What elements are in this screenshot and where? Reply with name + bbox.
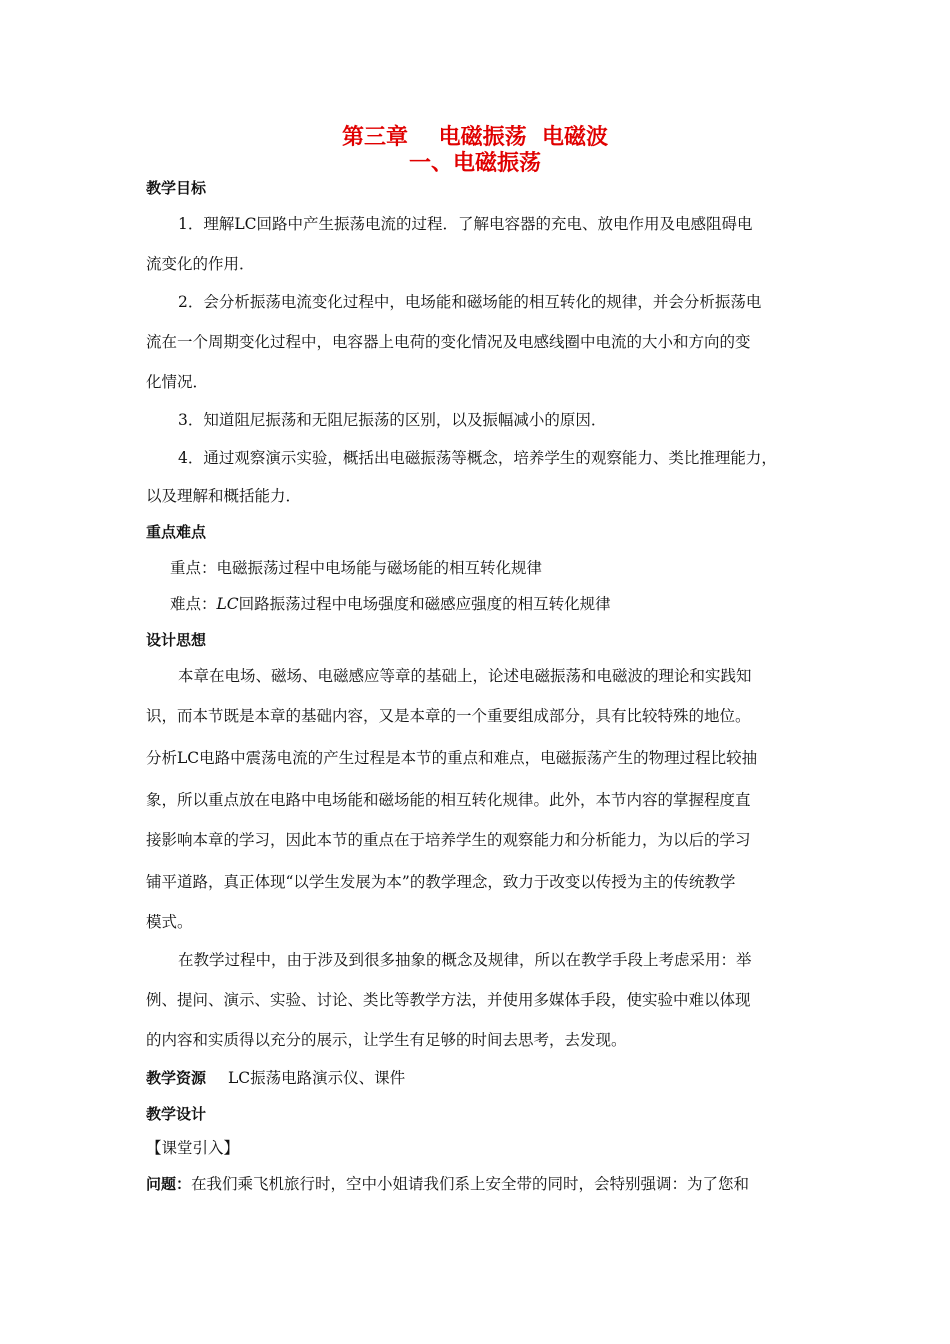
key-point: 重点：电磁振荡过程中电场能与磁场能的相互转化规律: [170, 559, 543, 577]
class-intro-heading: 【课堂引入】: [146, 1139, 240, 1157]
heading-goals: 教学目标: [146, 179, 207, 197]
difficult-text: 回路振荡过程中电场强度和磁感应强度的相互转化规律: [238, 595, 611, 613]
design-p1-line-5: 接影响本章的学习，因此本节的重点在于培养学生的观察能力和分析能力，为以后的学习: [146, 831, 751, 849]
design-p2-line-1: 在教学过程中，由于涉及到很多抽象的概念及规律，所以在教学手段上考虑采用：举: [178, 951, 752, 969]
difficult-lc: LC: [216, 595, 239, 613]
difficult-point: [170, 594, 611, 614]
resources-line: [146, 1068, 405, 1088]
heading-teaching-design: 教学设计: [146, 1105, 207, 1123]
goal-2-line-2: 流在一个周期变化过程中，电容器上电荷的变化情况及电感线圈中电流的大小和方向的变: [146, 333, 751, 351]
goal-4-line-1: 4．通过观察演示实验，概括出电磁振荡等概念，培养学生的观察能力、类比推理能力，: [178, 449, 777, 467]
design-p2-line-3: 的内容和实质得以充分的展示，让学生有足够的时间去思考，去发现。: [146, 1031, 627, 1049]
heading-key-difficult: 重点难点: [146, 523, 207, 541]
question-line: [146, 1174, 749, 1194]
design-p1-line-1: 本章在电场、磁场、电磁感应等章的基础上，论述电磁振荡和电磁波的理论和实践知: [178, 667, 752, 685]
design-p1-line-4: 象，所以重点放在电路中电场能和磁场能的相互转化规律。此外，本节内容的掌握程度直: [146, 791, 751, 809]
goal-1-line-1: 1．理解LC回路中产生振荡电流的过程．了解电容器的充电、放电作用及电感阻碍电: [178, 215, 753, 233]
design-p2-line-2: 例、提问、演示、实验、讨论、类比等教学方法，并使用多媒体手段，使实验中难以体现: [146, 991, 751, 1009]
goal-2-line-1: 2．会分析振荡电流变化过程中，电场能和磁场能的相互转化的规律，并会分析振荡电: [178, 293, 762, 311]
goal-3: 3．知道阻尼振荡和无阻尼振荡的区别，以及振幅减小的原因．: [178, 411, 607, 429]
chapter-title: 第三章 电磁振荡 电磁波: [342, 124, 608, 150]
difficult-label: 难点：: [170, 595, 217, 613]
heading-design: 设计思想: [146, 631, 207, 649]
design-p1-line-3: 分析LC电路中震荡电流的产生过程是本节的重点和难点，电磁振荡产生的物理过程比较抽: [146, 749, 758, 767]
goal-1-line-2: 流变化的作用．: [146, 255, 255, 273]
heading-resources: 教学资源: [146, 1069, 207, 1087]
question-label: 问题：: [146, 1175, 192, 1193]
section-title: 一、电磁振荡: [408, 150, 541, 176]
goal-2-line-3: 化情况．: [146, 373, 209, 391]
question-text: 在我们乘飞机旅行时，空中小姐请我们系上安全带的同时，会特别强调：为了您和: [191, 1175, 750, 1193]
design-p1-line-2: 识，而本节既是本章的基础内容，又是本章的一个重要组成部分，具有比较特殊的地位。: [146, 707, 751, 725]
resources-text: LC振荡电路演示仪、课件: [228, 1069, 406, 1087]
goal-4-line-2: 以及理解和概括能力．: [146, 487, 302, 505]
design-p1-line-7: 模式。: [146, 913, 193, 931]
design-p1-line-6: 铺平道路，真正体现“以学生发展为本”的教学理念，致力于改变以传授为主的传统教学: [146, 873, 736, 891]
